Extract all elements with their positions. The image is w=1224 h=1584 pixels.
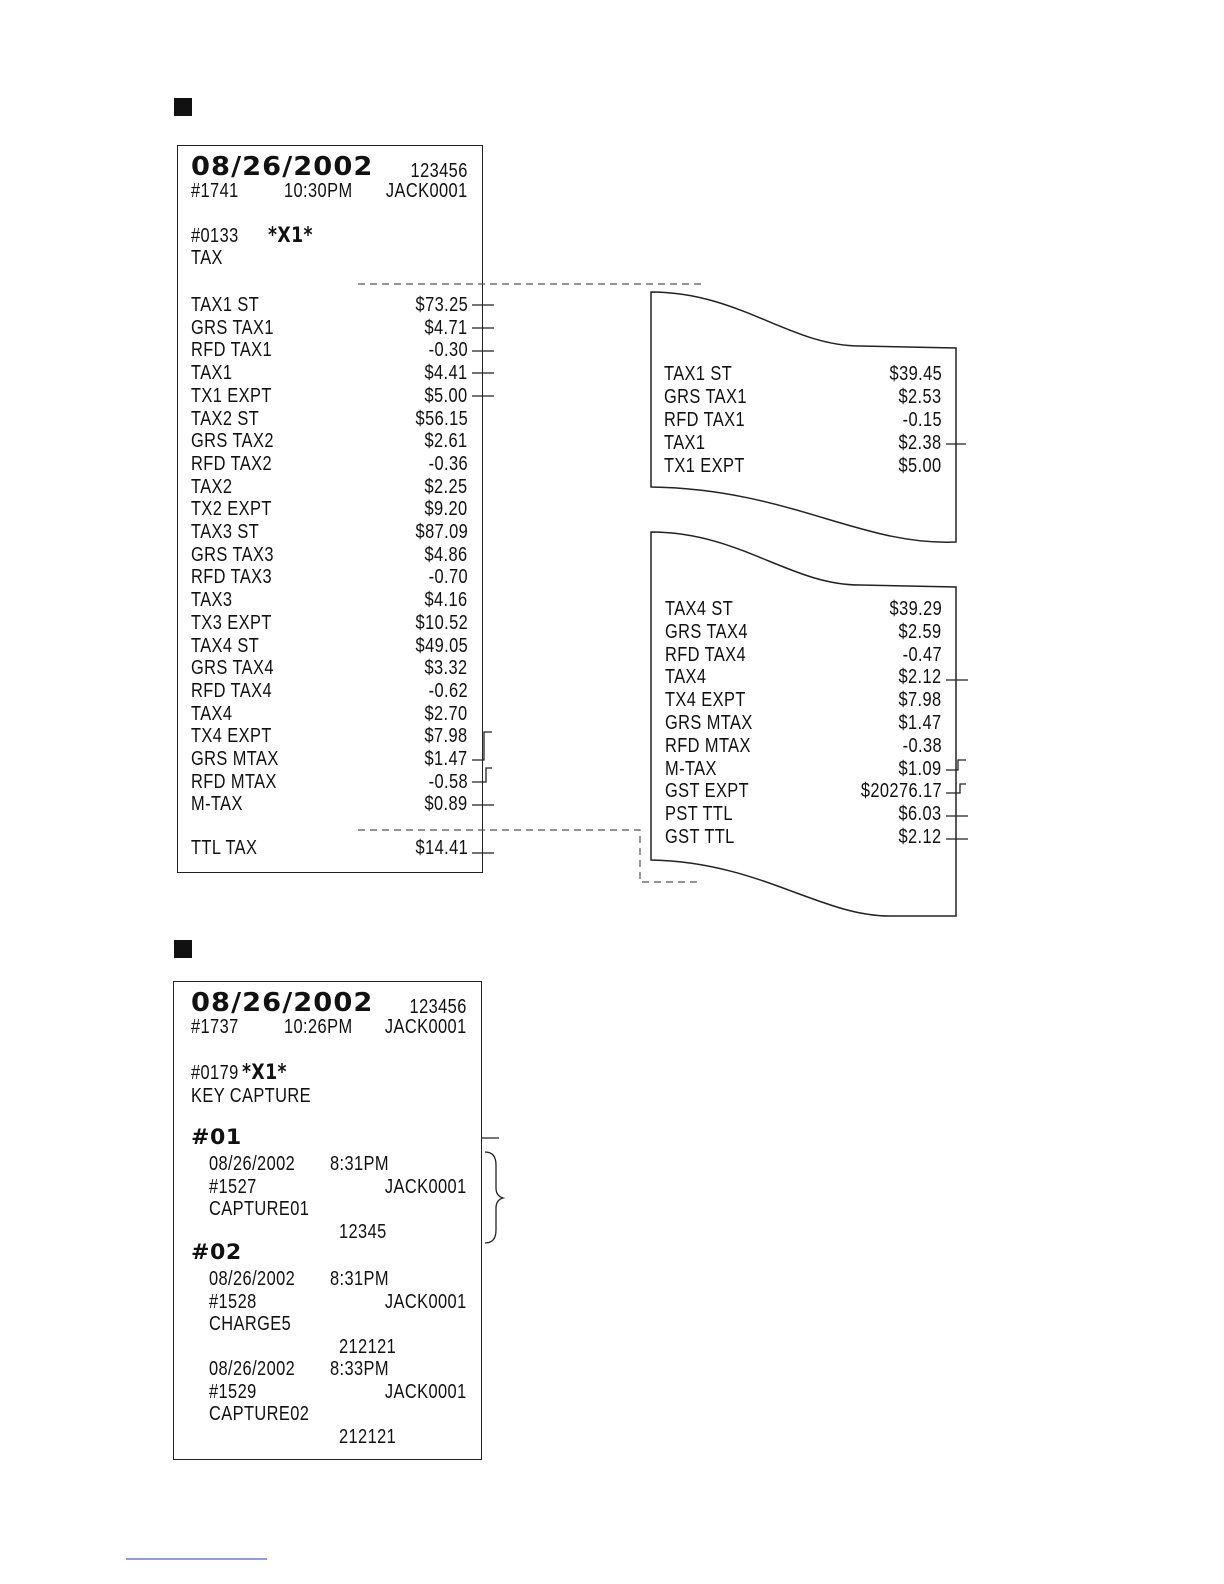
total-tax-value: $14.41 — [415, 837, 468, 859]
tax-row-value: $49.05 — [415, 634, 468, 657]
tax-row-label: TAX2 — [191, 475, 233, 498]
tax-row-value: $7.98 — [424, 725, 468, 748]
frag1-row-label: TX1 EXPT — [664, 455, 745, 477]
kc-consecutive-number: #1737 — [191, 1016, 239, 1038]
tax-row-label: TAX1 — [191, 362, 233, 385]
frag1-row-label: RFD TAX1 — [664, 409, 746, 431]
clerk-code: JACK0001 — [386, 180, 468, 202]
kc-report-time: 10:26PM — [284, 1016, 353, 1038]
report-date: 08/26/2002 — [191, 152, 374, 182]
tax-row-label: GRS TAX3 — [191, 543, 274, 566]
frag2-row-label: TAX4 — [665, 666, 707, 689]
frag2-row-label: RFD MTAX — [665, 734, 751, 757]
tax-row-value: $4.86 — [424, 543, 468, 566]
frag1-row-value: $39.45 — [889, 363, 942, 385]
tax-row-label: GRS MTAX — [191, 748, 279, 770]
machine-number: 123456 — [410, 160, 468, 182]
tax-row-label: GRS TAX2 — [191, 430, 274, 453]
frag1-row-label: TAX1 — [664, 432, 706, 454]
frag2-row-value: $6.03 — [898, 803, 942, 826]
kc-group-number: #02 — [191, 1240, 242, 1264]
tax-row-value: -0.58 — [428, 770, 468, 793]
frag1-row-value: $2.53 — [898, 386, 942, 408]
frag1-row-label: GRS TAX1 — [664, 386, 747, 408]
tax-row-value: $0.89 — [424, 793, 468, 816]
kc-report-date: 08/26/2002 — [191, 988, 374, 1018]
report-number: #0133 — [191, 225, 239, 247]
frag2-row-label: M-TAX — [665, 757, 717, 780]
frag2-row-value: $1.09 — [898, 757, 942, 780]
kc-entry-date: 08/26/2002 — [209, 1153, 296, 1175]
kc-entry-code: 212121 — [339, 1336, 397, 1358]
tax-row-label: TAX2 ST — [191, 407, 260, 430]
kc-entry-code: 12345 — [339, 1221, 387, 1243]
tax-row-value: -0.70 — [428, 566, 468, 589]
frag1-row-value: $5.00 — [898, 455, 942, 477]
tax-row-value: -0.30 — [428, 339, 468, 362]
tax-row-value: $2.25 — [424, 475, 468, 498]
kc-entry-consec: #1529 — [209, 1381, 257, 1403]
tax-row-label: RFD MTAX — [191, 770, 277, 793]
frag2-row-label: GRS MTAX — [665, 712, 753, 734]
kc-entry-time: 8:31PM — [330, 1268, 389, 1290]
kc-report-title: KEY CAPTURE — [191, 1085, 311, 1107]
kc-clerk-code: JACK0001 — [385, 1016, 467, 1038]
frag2-row-label: RFD TAX4 — [665, 643, 747, 666]
tax-row-label: TAX4 — [191, 702, 233, 725]
kc-group-number: #01 — [191, 1125, 242, 1149]
kc-mode-mark: *X1* — [242, 1060, 287, 1084]
consecutive-number: #1741 — [191, 180, 239, 202]
frag1-row-value: -0.15 — [902, 409, 942, 431]
tax-row-label: GRS TAX1 — [191, 316, 274, 339]
frag2-row-label: GST TTL — [665, 826, 735, 848]
report-title: TAX — [191, 247, 223, 269]
frag2-row-value: $2.12 — [898, 826, 942, 848]
kc-entry-code: 212121 — [339, 1426, 397, 1448]
kc-report-number: #0179 — [191, 1062, 239, 1084]
tax-row-label: TAX1 ST — [191, 294, 260, 316]
kc-entry-date: 08/26/2002 — [209, 1268, 296, 1290]
mode-mark: *X1* — [268, 223, 313, 247]
tax-row-value: $1.47 — [424, 748, 468, 770]
tax-row-value: $56.15 — [415, 407, 468, 430]
tax-row-value: $4.41 — [424, 362, 468, 385]
tax-row-label: TX1 EXPT — [191, 384, 272, 407]
kc-entry-consec: #1527 — [209, 1176, 257, 1198]
tax-row-value: $5.00 — [424, 384, 468, 407]
tax-row-value: $73.25 — [415, 294, 468, 316]
tax-row-label: RFD TAX4 — [191, 679, 273, 702]
frag2-row-label: TX4 EXPT — [665, 689, 746, 712]
frag2-row-label: TAX4 ST — [665, 598, 734, 620]
frag2-row-value: $2.12 — [898, 666, 942, 689]
frag2-row-value: $39.29 — [889, 598, 942, 620]
tax-row-value: $87.09 — [415, 521, 468, 543]
frag2-row-value: -0.47 — [902, 643, 942, 666]
total-tax-label: TTL TAX — [191, 837, 258, 859]
frag2-row-label: GRS TAX4 — [665, 620, 748, 643]
frag2-row-value: -0.38 — [902, 734, 942, 757]
kc-entry-clerk: JACK0001 — [385, 1381, 467, 1403]
frag2-row-value: $7.98 — [898, 689, 942, 712]
tax-row-value: $2.61 — [424, 430, 468, 453]
tax-row-label: RFD TAX3 — [191, 566, 273, 589]
tax-row-label: RFD TAX1 — [191, 339, 273, 362]
kc-entry-time: 8:31PM — [330, 1153, 389, 1175]
tax-row-label: TAX3 — [191, 589, 233, 612]
frag1-row-value: $2.38 — [898, 432, 942, 454]
kc-entry-clerk: JACK0001 — [385, 1176, 467, 1198]
frag2-row-label: PST TTL — [665, 803, 733, 826]
kc-entry-consec: #1528 — [209, 1291, 257, 1313]
tax-report-leaders — [472, 305, 494, 853]
tax-row-value: $10.52 — [415, 611, 468, 634]
frag2-row-label: GST EXPT — [665, 780, 750, 803]
tax-row-value: -0.62 — [428, 679, 468, 702]
tax-row-label: TAX4 ST — [191, 634, 260, 657]
tax-row-label: TX4 EXPT — [191, 725, 272, 748]
tax-row-label: TX2 EXPT — [191, 498, 272, 521]
mode-mark-text: X1 — [277, 223, 304, 247]
kc-entry-name: CAPTURE01 — [209, 1198, 310, 1220]
tax-row-value: $4.16 — [424, 589, 468, 612]
key-capture-brace — [485, 1152, 503, 1243]
tax-row-value: $4.71 — [424, 316, 468, 339]
kc-mode-mark-text: X1 — [251, 1060, 278, 1084]
kc-entry-name: CHARGE5 — [209, 1313, 292, 1335]
frag2-row-value: $2.59 — [898, 620, 942, 643]
tax-row-label: M-TAX — [191, 793, 243, 816]
tax-row-value: $9.20 — [424, 498, 468, 521]
kc-entry-name: CAPTURE02 — [209, 1403, 310, 1425]
tax-row-value: -0.36 — [428, 452, 468, 475]
tax-row-label: GRS TAX4 — [191, 657, 274, 680]
kc-entry-clerk: JACK0001 — [385, 1291, 467, 1313]
key-capture-receipt — [173, 981, 482, 1460]
frag2-row-value: $20276.17 — [860, 780, 942, 803]
tax-row-label: RFD TAX2 — [191, 452, 273, 475]
kc-entry-date: 08/26/2002 — [209, 1358, 296, 1380]
report-time: 10:30PM — [284, 180, 353, 202]
frag1-row-label: TAX1 ST — [664, 363, 733, 385]
frag2-row-value: $1.47 — [898, 712, 942, 734]
tax-row-value: $2.70 — [424, 702, 468, 725]
tax-row-label: TX3 EXPT — [191, 611, 272, 634]
tax-row-value: $3.32 — [424, 657, 468, 680]
kc-entry-time: 8:33PM — [330, 1358, 389, 1380]
tax-row-label: TAX3 ST — [191, 521, 260, 543]
kc-machine-number: 123456 — [409, 996, 467, 1018]
